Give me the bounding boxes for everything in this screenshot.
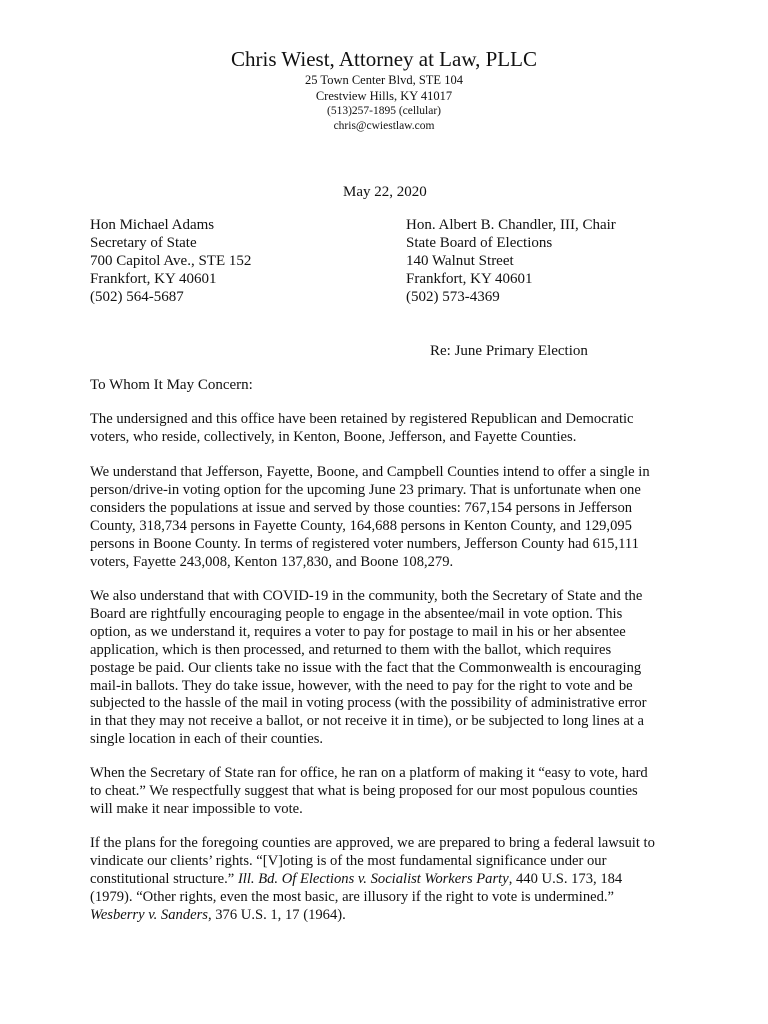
firm-name: Chris Wiest, Attorney at Law, PLLC xyxy=(231,47,537,71)
paragraph-line: mail-in ballots. They do take issue, however, with the need to pay for the right to vote and be xyxy=(90,677,633,694)
paragraph-line: considers the populations at issue and served by those counties: 767,154 persons in Jefferson xyxy=(90,499,633,516)
paragraph-line: persons in Boone County. In terms of registered voter numbers, Jefferson County had 615,111 xyxy=(90,535,639,552)
paragraph-line: postage be paid. Our clients take no issue with the fact that the Commonwealth is encouraging xyxy=(90,659,642,676)
recipient-left-line: Secretary of State xyxy=(90,235,197,251)
paragraph-line: voters, who reside, collectively, in Kenton, Boone, Jefferson, and Fayette Counties. xyxy=(90,428,577,445)
paragraph-line: When the Secretary of State ran for office, he ran on a platform of making it “easy to vote, hard xyxy=(90,765,648,781)
paragraph-retained xyxy=(90,411,686,447)
paragraph-line: single location in each of their counties. xyxy=(90,731,324,748)
firm-phone: (513)257-1895 (cellular) xyxy=(326,105,441,117)
recipient-right-line: Frankfort, KY 40601 xyxy=(406,271,533,287)
recipient-address-left xyxy=(90,216,251,306)
recipient-right-line: 140 Walnut Street xyxy=(406,253,514,269)
salutation: To Whom It May Concern: xyxy=(90,377,253,393)
paragraph-line: vindicate our clients’ rights. “[V]oting is of the most fundamental significance under our xyxy=(90,852,607,869)
recipient-right-line: Hon. Albert B. Chandler, III, Chair xyxy=(406,217,616,233)
paragraph-line: We also understand that with COVID-19 in the community, both the Secretary of State and the xyxy=(90,588,643,604)
paragraph-line: person/drive-in voting option for the upcoming June 23 primary. That is unfortunate when one xyxy=(90,481,641,498)
recipient-right-line: (502) 573-4369 xyxy=(406,289,500,305)
paragraph-line: We understand that Jefferson, Fayette, Boone, and Campbell Counties intend to offer a single in xyxy=(90,464,650,480)
case-citation: Ill. Bd. Of Elections v. Socialist Workers Party xyxy=(237,870,509,887)
paragraph-line: subjected to the hassle of the mail in voting process (with the possibility of administrative error xyxy=(90,695,647,712)
paragraph-line: voters, Fayette 243,008, Kenton 137,830, and Boone 108,279. xyxy=(90,553,454,570)
firm-address-line1: 25 Town Center Blvd, STE 104 xyxy=(305,73,463,87)
paragraph-line: If the plans for the foregoing counties are approved, we are prepared to bring a federal lawsuit to xyxy=(90,835,655,851)
paragraph-line: The undersigned and this office have been retained by registered Republican and Democratic xyxy=(90,411,634,427)
paragraph-line: County, 318,734 persons in Fayette County, 164,688 persons in Kenton County, and 129,095 xyxy=(90,517,632,534)
letterhead xyxy=(0,46,768,134)
re-line: Re: June Primary Election xyxy=(430,343,588,359)
paragraph-lawsuit xyxy=(90,835,686,925)
citation-reporter: , 376 U.S. 1, 17 (1964). xyxy=(207,906,346,923)
paragraph-populations xyxy=(90,464,686,571)
recipient-left-line: 700 Capitol Ave., STE 152 xyxy=(90,253,252,269)
recipient-left-line: Frankfort, KY 40601 xyxy=(90,271,217,287)
paragraph-covid-absentee xyxy=(90,588,686,749)
paragraph-line: to cheat.” We respectfully suggest that what is being proposed for our most populous counties xyxy=(90,782,638,799)
recipient-address-right xyxy=(406,216,616,306)
paragraph-platform xyxy=(90,765,686,819)
recipient-right-line: State Board of Elections xyxy=(406,235,553,251)
paragraph-line: in that they may not receive a ballot, or not receive it in time), or be subjected to long lines at a xyxy=(90,713,644,730)
paragraph-line xyxy=(90,907,686,925)
paragraph-line: option, as we understand it, requires a voter to pay for postage to mail in his or her absentee xyxy=(90,623,626,640)
firm-email: chris@cwiestlaw.com xyxy=(333,120,435,132)
recipient-left-line: Hon Michael Adams xyxy=(90,217,215,233)
case-citation: Wesberry v. Sanders xyxy=(90,906,208,923)
citation-reporter: , 440 U.S. 173, 184 xyxy=(508,870,623,887)
letter-date: May 22, 2020 xyxy=(343,184,427,200)
paragraph-line: (1979). “Other rights, even the most basic, are illusory if the right to vote is undermined.” xyxy=(90,888,615,905)
recipient-left-line: (502) 564-5687 xyxy=(90,289,184,305)
paragraph-line: will make it near impossible to vote. xyxy=(90,800,303,817)
paragraph-line: Board are rightfully encouraging people to engage in the absentee/mail in vote option. This xyxy=(90,605,623,622)
firm-address-line2: Crestview Hills, KY 41017 xyxy=(315,89,453,103)
paragraph-line xyxy=(90,871,686,889)
paragraph-line: application, which is then processed, and returned to them with the ballot, which requires xyxy=(90,641,612,658)
quote-text: constitutional structure.” xyxy=(90,870,238,887)
